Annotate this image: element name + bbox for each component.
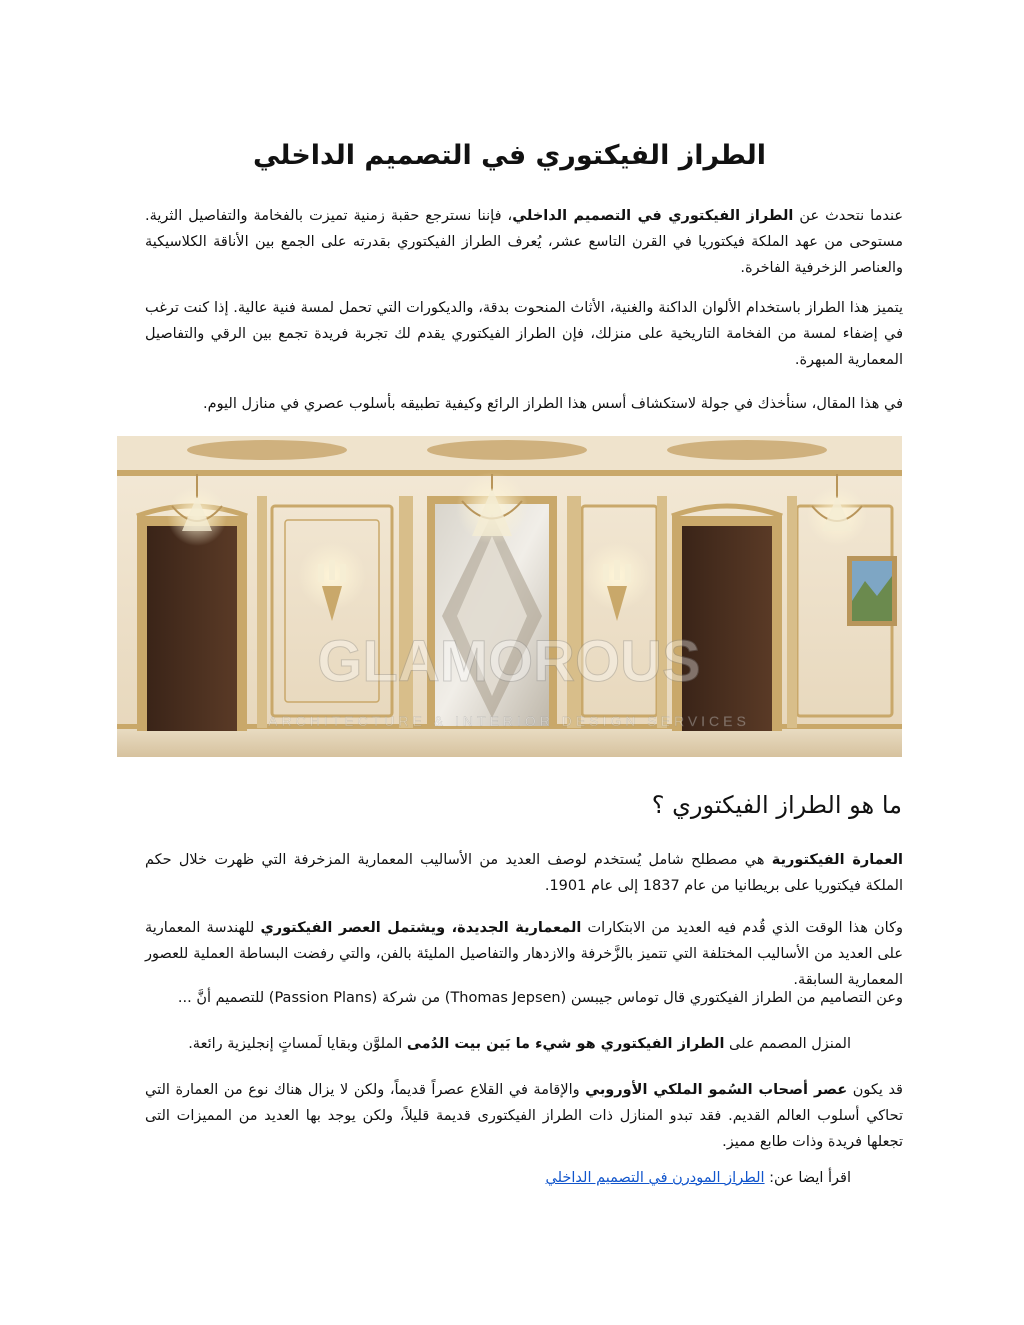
- intro-paragraph-3: في هذا المقال، سنأخذك في جولة لاستكشاف أسس هذا الطراز الرائع وكيفية تطبيقه بأسلوب عصري في منازل اليوم.: [202, 396, 903, 412]
- framed-painting: [847, 556, 897, 626]
- interior-illustration: [117, 436, 902, 757]
- read-also: [145, 1170, 851, 1186]
- read-also-label: اقرأ ايضا عن:: [764, 1170, 851, 1186]
- watermark-tagline: ARCHITECTURE & INTERIOR DESIGN SERVICES: [268, 713, 750, 729]
- quote-bold: الطراز الفيكتوري هو شيء ما بَين بيت الدُمى: [406, 1036, 725, 1052]
- section-heading: ما هو الطراز الفيكتوري ؟: [651, 791, 902, 819]
- quote-paragraph: [145, 1031, 851, 1057]
- body-p4-text-c: والإقامة في القلاع عصراً قديماً، ولكن لا يزال هناك نوع من العمارة التي تحاكي أسلوب العالم القديم. فقد تبدو المنازل ذات الطراز الفيكتورى قديمة قليلاً، ولكن يوجد بها العديد من المميزات التى تجعلها فريدة وذات طابع مميز.: [145, 1082, 903, 1150]
- body-p4-bold: عصر أصحاب السُمو الملكي الأوروبي: [585, 1082, 848, 1098]
- quote-text-a: المنزل المصمم على: [724, 1036, 851, 1052]
- body-paragraph-3: وعن التصاميم من الطراز الفيكتوري قال توماس جيبسن (Thomas Jepsen) من شركة (Passion Plans) للتصميم أنَّ ...: [177, 990, 903, 1006]
- body-p2-text-c: للهندسة المعمارية على العديد من الأساليب المختلفة التي تتميز بالزَّخرفة والازدهار والتفاصيل المليئة بالفن، والتي رفضت البساطة العملية للعصور المعمارية السابقة.: [145, 920, 903, 988]
- victorian-interior-image: [117, 436, 902, 757]
- floor: [117, 728, 902, 757]
- body-p1-text: هي مصطلح شامل يُستخدم لوصف العديد من الأساليب المعمارية المزخرفة التي ظهرت خلال حكم الملكة فيكتوريا على بريطانيا من عام 1837 إلى عام 1901.: [145, 852, 903, 894]
- article-title: الطراز الفيكتوري في التصميم الداخلي: [252, 140, 767, 171]
- read-also-link[interactable]: الطراز المودرن في التصميم الداخلي: [545, 1170, 765, 1186]
- intro-p1-bold: الطراز الفيكتوري في التصميم الداخلي: [512, 208, 794, 224]
- body-p4-text-a: قد يكون: [847, 1082, 903, 1098]
- body-p2-bold: المعمارية الجديدة، ويشتمل العصر الفيكتوري: [260, 920, 582, 936]
- intro-p1-text-c: ، فإننا نسترجع حقبة زمنية تميزت بالفخامة والتفاصيل الثرية. مستوحى من عهد الملكة فيكتوريا في القرن التاسع عشر، يُعرف الطراز الفيكتوري بقدرته على الجمع بين الأناقة الكلاسيكية والعناصر الزخرفية الفاخرة.: [145, 208, 903, 276]
- body-p2-text-a: وكان هذا الوقت الذي قُدم فيه العديد من الابتكارات: [581, 920, 903, 936]
- intro-paragraph-1: [145, 203, 903, 281]
- body-p1-bold: العمارة الفيكتورية: [771, 852, 903, 868]
- quote-text-c: الملوَّن وبقايا لَمساتٍ إنجليزية رائعة.: [188, 1036, 407, 1052]
- intro-p1-text-a: عندما نتحدث عن: [793, 208, 903, 224]
- body-paragraph-4: [145, 1077, 903, 1155]
- body-paragraph-1: [145, 847, 903, 899]
- ceiling-ornaments: [187, 440, 827, 460]
- image-watermark: [268, 629, 750, 729]
- intro-paragraph-2: يتميز هذا الطراز باستخدام الألوان الداكنة والغنية، الأثاث المنحوت بدقة، والديكورات التي تحمل لمسة فنية عالية. إذا كنت ترغب في إضفاء لمسة من الفخامة التاريخية على منزلك، فإن الطراز الفيكتوري يقدم لك تجربة فريدة تجمع بين الرقي والتفاصيل المعمارية المبهرة.: [145, 300, 903, 368]
- watermark-brand: GLAMOROUS: [317, 629, 701, 694]
- right-doorway: [672, 506, 782, 731]
- body-paragraph-2: [145, 915, 903, 993]
